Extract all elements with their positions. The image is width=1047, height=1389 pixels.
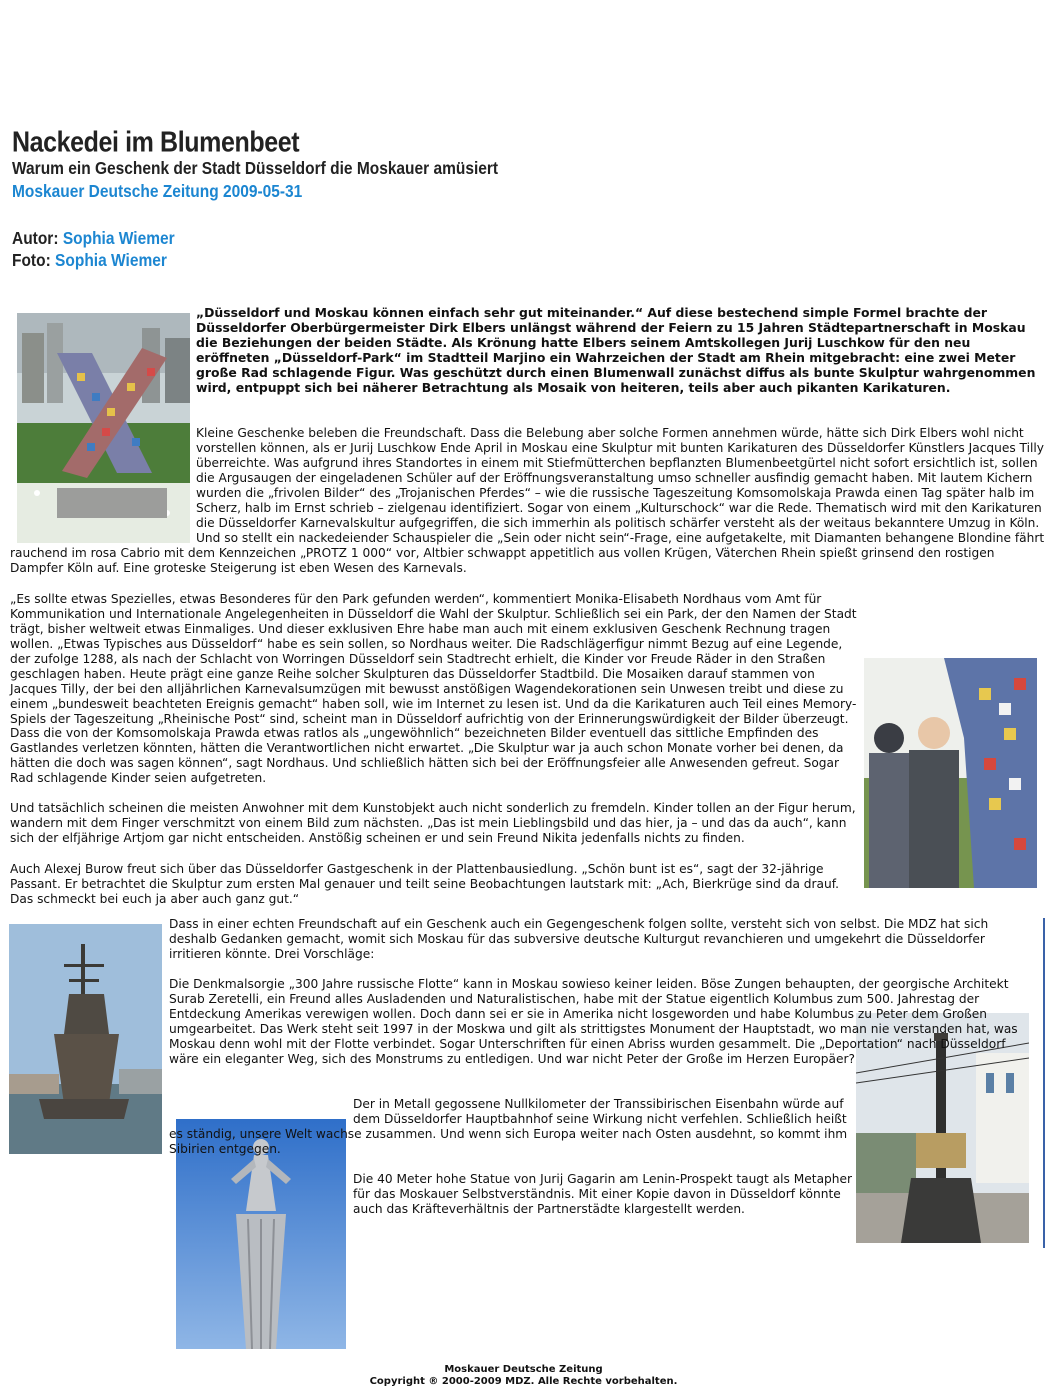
lead-paragraph: „Düsseldorf und Moskau können einfach sehr gut miteinander.“ Auf diese bestechend simple Formel brachte der Düsseldorfer Oberbürgermeister Dirk Elbers unlängst während der Feiern zu 15 Jahren Städtepartnerschaft in Moskau die Beziehungen der beiden Städte. Als Krönung hatte Elbers seinem Amtskollegen Jurij Luschkow für den neu eröffneten „Düsseldorf-Park“ im Stadtteil Marjino ein Wahrzeichen der Stadt am Rhein mitgebracht: eine zwei Meter große Rad schlagende Figur. Was geschützt durch einen Blumenwall zunächst diffus als bunte Skulptur wahrgenommen wird, entpuppt sich bei näherer Betrachtung als Mosaik von heiteren, teils aber auch pikanten Karikaturen. — [196, 305, 1036, 395]
page-footer — [0, 1364, 1047, 1388]
footer-publisher: Moskauer Deutsche Zeitung — [444, 1364, 603, 1375]
author-name: Sophia Wiemer — [62, 229, 175, 249]
body-paragraph-2: „Es sollte etwas Spezielles, etwas Besonderes für den Park gefunden werden“, kommentiert Monika-Elisabeth Nordhaus vom Amt für Kommunikation und Internationale Angelegenheiten in Düsseldorf die Wahl der Skulptur. Schließlich sei ein Park, der den Namen der Stadt trägt, bisher weltweit etwas Einmaliges. Und dieser exklusiven Ehre habe man auch mit einem exklusiven Geschenk Rechnung tragen wollen. „Etwas Typisches aus Düsseldorf“ habe es sein sollen, so Nordhaus weiter. Die Radschlägerfigur nimmt Bezug auf eine Legende, der zufolge 1288, als nach der Schlacht von Worringen Düsseldorf sein Stadtrecht erhielt, die Kinder vor Freude Räder in den Straßen geschlagen haben. Heute prägt eine ganze Reihe solcher Skulpturen das Düsseldorfer Stadtbild. Die Mosaiken darauf stammen von Jacques Tilly, der bei den alljährlichen Karnevalsumzügen mit bewusst anstößigen Wagendekorationen sein Unwesen treibt und diese zu einem „bundesweit beachteten Ereignis gemacht“ haben soll, wie im Internet zu lesen ist. Und da die Karikaturen auch Teil eines Memory-Spiels der Tageszeitung „Rheinische Post“ sind, scheint man in Düsseldorf aufrichtig von der Erinnerungswürdigkeit der Bilder überzeugt. — [10, 592, 857, 726]
body-paragraph-9: Die 40 Meter hohe Statue von Jurij Gagarin am Lenin-Prospekt taugt als Metapher für das Moskauer Selbstverständnis. Mit einer Kopie davon in Düsseldorf könnte auch das Kräfteverhältnis der Partnerstädte klargestellt werden. — [353, 1172, 853, 1216]
author-label: Autor: — [12, 229, 59, 249]
image-spacer — [10, 426, 196, 546]
body-paragraph-3: Dass die von der Komsomolskaja Prawda etwas ratlos als „ungewöhnlich“ bezeichneten Bilder eventuell das sittliche Empfinden des Gastlandes verletzen könnten, hätten die Verantwortlichen nicht erwartet. „Die Skulptur war ja auch schon Monate vorher bei denen, da hätten die doch was sagen können“, sagt Nordhaus. Und schließlich hätten sich bei der Eröffnungsfeier alle Anwesenden gefreut. Sogar Rad schlagende Kinder seien aufgetreten. — [10, 726, 844, 785]
body-paragraph-7: Die Denkmalsorgie „300 Jahre russische Flotte“ kann in Moskau sowieso keiner leiden. Böse Zungen behaupten, der georgische Architekt Surab Zeretelli, ein Freund alles Ausladenden und Naturalistischen, habe mit der Statue eigentlich Kolumbus zum 500. Jahrestag der Entdeckung Amerikas verewigen wollen. Doch dann sei er sie in Amerika nicht losgeworden und habe Kolumbus zu Peter dem Großen umgearbeitet. Das Werk steht seit 1997 in der Moskwa und gilt als strittigstes Monument der Hauptstadt, wo man nie verstanden hat, was Moskau denn wohl mit der Flotte verbindet. Sogar Unterschriften für einen Abriss wurden gesammelt. Die „Deportation“ nach Düsseldorf wäre ein eleganter Weg, sich des Monstrums zu entledigen. Und war nicht Peter der Große im Herzen Europäer? — [169, 977, 1018, 1066]
photo-credit — [12, 251, 167, 272]
body-paragraph-1-text: Kleine Geschenke beleben die Freundschaft. Dass die Belebung aber solche Formen annehmen würde, hätte sich Dirk Elbers wohl nicht vorstellen können, als er Jurij Luschkow Ende April in Moskau eine Skulptur mit bunten Karikaturen des Düsseldorfer Künstlers Jacques Tilly überreichte. Was aufgrund ihres Standortes in einem mit Stiefmütterchen bepflanzten Blumenbeetgürtel nicht sofort ersichtlich ist, sollen die Argusaugen der eingeladenen Schüler auf der Eröffnungsveranstaltung umso schneller ausfindig gemacht haben. Mit lautem Kichern wurden die „frivolen Bilder“ des „Trojanischen Pferdes“ – wie die russische Tageszeitung Komsomolskaja Prawda einen Tag später halb im Scherz, halb im Ernst schrieb – zielgenau identifiziert. Sogar von einem „Kulturschock“ war die Rede. Thematisch wird mit den Karikaturen die Düsseldorfer Karnevalskultur aufgegriffen, die sich immerhin als politisch schärfer versteht als der weitaus bekanntere Umzug in Köln. Und so stellt ein nackedeiender Schauspieler die „Sein oder nicht sein“-Frage, eine aufgetakelte, mit Diamanten behangene Blondine fährt rauchend im rosa Cabrio mit dem Kennzeichen „PROTZ 1 000“ vor, Altbier schwappt appetitlich aus vollen Krügen, Väterchen Rhein spießt grinsend den rostigen Dampfer Köln auf. Eine groteske Steigerung ist eben Wesen des Karnevals. — [10, 426, 1045, 575]
body-paragraph-5: Auch Alexej Burow freut sich über das Düsseldorfer Gastgeschenk in der Plattenbausiedlung. „Schön bunt ist es“, sagt der 32-jährige Passant. Er betrachtet die Skulptur zum ersten Mal genauer und teilt seine Beobachtungen lautstark mit: „Ach, Bierkrüge sind da drauf. Das schmeckt bei euch ja aber auch ganz gut.“ — [10, 862, 840, 906]
photo-label: Foto: — [12, 251, 51, 271]
body-paragraph-8 — [169, 1097, 849, 1157]
body-paragraph-1 — [10, 426, 1047, 576]
image-spacer — [169, 1097, 353, 1113]
body-paragraph-4: Und tatsächlich scheinen die meisten Anwohner mit dem Kunstobjekt auch nicht sonderlich zu fremdeln. Kinder tollen an der Figur herum, wandern mit dem Finger verschmitzt von einem Bild zum nächsten. „Das ist mein Lieblingsbild und das hier, ja – und das da auch“, kann sich der elfjährige Artjom gar nicht entscheiden. Anstößig scheinen er und sein Freund Nikita jedenfalls nichts zu finden. — [10, 801, 856, 845]
peter-monument-photo — [9, 924, 162, 1154]
source-date-line: Moskauer Deutsche Zeitung 2009-05-31 — [12, 182, 303, 202]
body-paragraph-6: Dass in einer echten Freundschaft auf ein Geschenk auch ein Gegengeschenk folgen sollte, versteht sich von selbst. Die MDZ hat sich deshalb Gedanken gemacht, womit sich Moskau für das subversive deutsche Kulturgut revanchieren und umgekehrt die Düsseldorfer irritieren könnte. Drei Vorschläge: — [169, 917, 989, 961]
footer-copyright: Copyright ® 2000-2009 MDZ. Alle Rechte vorbehalten. — [369, 1376, 678, 1387]
frame-border-line — [1043, 918, 1045, 1248]
photo-name: Sophia Wiemer — [55, 251, 167, 271]
article-title: Nackedei im Blumenbeet — [12, 126, 300, 159]
children-at-sculpture-photo — [864, 658, 1037, 888]
article-subtitle: Warum ein Geschenk der Stadt Düsseldorf die Moskauer amüsiert — [12, 159, 499, 179]
body-paragraph-8-text: Der in Metall gegossene Nullkilometer der Transsibirischen Eisenbahn würde auf dem Düsseldorfer Hauptbahnhof seine Wirkung nicht verfehlen. Schließlich heißt es ständig, unsere Welt wachse zusammen. Und wenn sich Europa weiter nach Osten ausdehnt, so kommt ihm Sibirien entgegen. — [169, 1097, 848, 1156]
author-credit — [12, 229, 175, 250]
